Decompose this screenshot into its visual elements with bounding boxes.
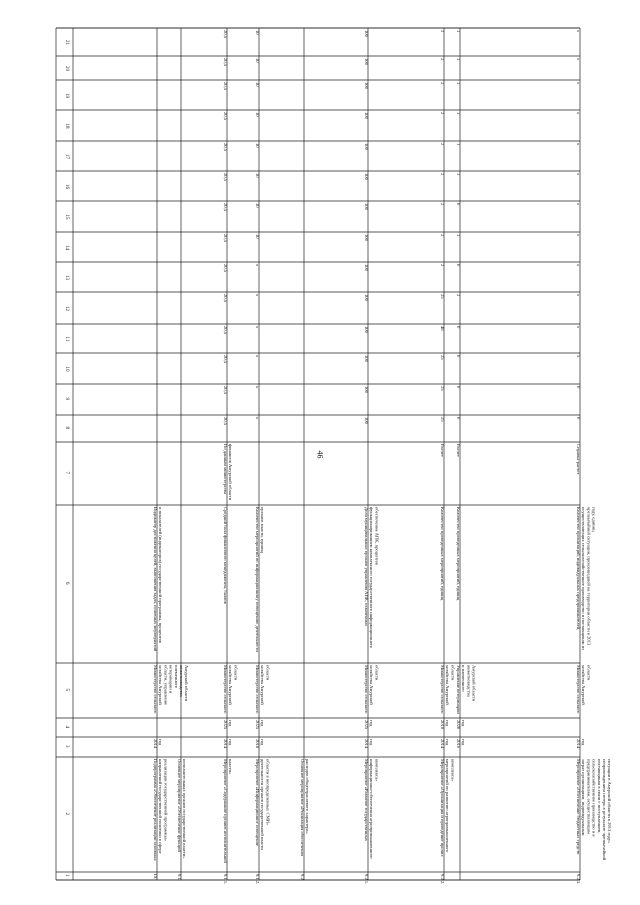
header-number-3: 3 <box>64 745 69 748</box>
row-value: 100 <box>364 30 369 37</box>
row-value: 20,5 <box>223 58 228 67</box>
row-cell: Мероприятие «Организация и проведение прочихмероприятий по развитию агропромышленногокомплекса» <box>440 759 456 857</box>
row-cell: По данным министерствафинансов Амурской области <box>223 444 234 501</box>
header-number-11: 11 <box>64 336 69 342</box>
row-value: х <box>576 82 581 85</box>
header-number-5: 5 <box>64 688 69 691</box>
row-value: 100 <box>364 294 369 301</box>
row-value: 0 <box>456 355 461 358</box>
row-value: 1 <box>456 112 461 115</box>
row-value: 100 <box>364 112 369 119</box>
row-value: 10 <box>255 143 260 148</box>
header-number-2: 2 <box>64 812 69 815</box>
row-value: х <box>576 58 581 61</box>
row-value: 20,5 <box>223 326 228 335</box>
row-value: 5 <box>576 355 581 358</box>
row-value: 20,5 <box>223 30 228 39</box>
row-value: 25 <box>440 355 445 360</box>
row-value: 2 <box>440 112 445 115</box>
row-cell: Количество мероприятий по информационному освещению деятельностиорганов власти, единиц <box>255 507 266 652</box>
row-cell: 2014год <box>223 739 234 749</box>
row-value: х <box>576 203 581 206</box>
row-cell: Подпрограмма «Обеспечение реализации основныхнаправлений государственной политики в сферереализации государственной программы» <box>153 759 169 861</box>
row-value: 20,5 <box>223 294 228 303</box>
row-value: 0 <box>456 203 461 206</box>
header-number-17: 17 <box>64 154 69 159</box>
row-value: 2 <box>440 58 445 61</box>
row-cell: 2025год <box>364 720 375 730</box>
row-value: 100 <box>364 386 369 393</box>
row-value: х <box>255 386 260 389</box>
row-cell: Управление ветеринариии племенногоживотноводстваАмурской области <box>456 665 477 714</box>
row-value: х <box>576 234 581 237</box>
row-cell: Министерство сельскогохозяйства Амурскойобласти <box>223 665 239 714</box>
row-value: х <box>255 417 260 420</box>
row-cell: Министерство сельскогохозяйства Амурскойобласти <box>440 665 456 714</box>
page-number: 46 <box>315 450 325 459</box>
row-value: 100 <box>364 203 369 210</box>
row-cell: 9.2.3. <box>576 874 581 885</box>
header-number-14: 14 <box>64 245 69 250</box>
row-cell: Расчет <box>440 444 445 457</box>
header-number-10: 10 <box>64 366 69 372</box>
header-number-15: 15 <box>64 214 69 220</box>
row-cell: 2014год <box>153 739 164 749</box>
row-cell: Мероприятие «Развитие государственныхинформационно-обеспечения агропромышленногокомплекса» <box>364 759 380 859</box>
row-value: 1 <box>456 82 461 85</box>
row-value: 2 <box>440 264 445 267</box>
row-value: 1 <box>456 234 461 237</box>
row-cell: Основное мероприятие «Реализация обеспечениярасходов общеотраслевого характера» <box>300 759 311 857</box>
row-value: х <box>576 326 581 329</box>
row-cell: Средний балл финансового менеджмента, баллов <box>223 507 228 604</box>
row-value: х <box>255 326 260 329</box>
row-value: 25 <box>440 417 445 422</box>
header-number-16: 16 <box>64 184 69 189</box>
row-cell: Министерство сельскогохозяйства Амурскойобласти <box>576 665 592 714</box>
header-number-4: 4 <box>64 725 69 728</box>
row-value: 48 <box>440 326 445 331</box>
row-cell: Доля муниципальных органов управления АПК, охваченныхфункционированием комплексного государственного информационногообеспечения АПК, процентов <box>364 507 380 649</box>
row-value: 100 <box>364 143 369 150</box>
row-value: 20,5 <box>223 203 228 212</box>
row-value: 20,5 <box>223 355 228 364</box>
row-value: 0 <box>456 326 461 329</box>
row-cell: Количество проведенных мероприятий, единиц <box>440 507 445 601</box>
row-value: 2 <box>440 173 445 176</box>
row-cell: 9.2. <box>300 874 305 881</box>
row-cell: 9.1. <box>177 874 182 881</box>
row-value: 2 <box>440 143 445 146</box>
row-cell: 9.2.1. <box>364 874 369 885</box>
row-value: 100 <box>364 82 369 89</box>
row-cell: Министерство сельскогохозяйства Амурскойобласти, управлениеветеринарии иплеменногоживотноводстваАмурской области <box>153 665 190 714</box>
row-value: 0 <box>456 264 461 267</box>
row-cell: Мероприятие «Обеспечение бюджетных средствзатрат организациям, индивидуальнымпредпринимателям, осуществляющимсельскохозяйственное производство и впоставщикам в связи с поступлением,сопровождением потерь в результате чрезвычайнойситуации в Амурской области в 2013 году» <box>576 759 613 861</box>
header-number-9: 9 <box>64 397 69 400</box>
row-value: 10 <box>255 112 260 117</box>
row-value: 10 <box>255 173 260 178</box>
row-cell: Расчет <box>456 444 461 457</box>
row-value: 100 <box>364 326 369 333</box>
row-value: 20,5 <box>223 417 228 426</box>
row-value: 100 <box>364 417 369 424</box>
row-value: 10 <box>255 58 260 63</box>
row-value: х <box>255 264 260 267</box>
row-cell: Мероприятие «Информационное освещениедеятельности органов государственной властиобласти в неопределенных СМИ» <box>255 759 271 850</box>
row-value: 100 <box>364 173 369 180</box>
row-cell: Министерство сельскогохозяйства Амурскойобласти <box>364 665 380 714</box>
row-value: 2 <box>440 234 445 237</box>
row-value: 10 <box>255 82 260 87</box>
header-number-12: 12 <box>64 306 69 311</box>
row-value: 25 <box>440 386 445 391</box>
header-number-20: 20 <box>64 66 69 71</box>
row-value: 20,5 <box>223 234 228 243</box>
row-value: 10 <box>255 234 260 239</box>
row-value: 20,5 <box>223 112 228 121</box>
row-value: 0 <box>576 386 581 389</box>
row-cell: Справка-расчет <box>576 444 581 475</box>
row-value: 100 <box>364 264 369 271</box>
row-value: х <box>576 30 581 33</box>
row-cell: Основное мероприятие «Обеспечение функцийисполнительных органов государственной власти» <box>177 759 188 859</box>
row-value: 20,5 <box>223 173 228 182</box>
row-cell: 2014год <box>440 739 451 749</box>
row-value: 0 <box>456 417 461 420</box>
header-number-8: 8 <box>64 426 69 429</box>
row-cell: Количество проведенных мероприятий, единиц <box>456 507 461 601</box>
row-cell: Количество организаций, индивидуальных предпринимателей,осуществляющих сельскохозяйственное производство и поставщикам изчрезвычайной ситуации, произошедшей на территории области в 2013году, единиц <box>576 507 597 650</box>
row-value: 100 <box>364 58 369 65</box>
header-number-19: 19 <box>64 93 69 98</box>
row-cell: 2014год <box>576 739 587 749</box>
header-number-13: 13 <box>64 275 69 280</box>
row-value: 10 <box>255 30 260 35</box>
row-cell: Министерство сельскогохозяйства Амурскойобласти <box>255 665 271 714</box>
row-cell: 2018год <box>255 739 266 749</box>
row-cell: Индикатор достижения целей, выполнения задач, основных мероприятийи показателей (индикаторов) государственной программы, процентов <box>153 507 164 652</box>
row-value: х <box>576 173 581 176</box>
row-value: 20,5 <box>223 386 228 395</box>
row-cell: 9.1.2. <box>255 874 260 885</box>
row-value: 2 <box>440 30 445 33</box>
row-cell: 2016год <box>456 739 467 749</box>
row-value: 20,5 <box>223 82 228 91</box>
row-value: 2 <box>456 294 461 297</box>
header-number-21: 21 <box>64 40 69 45</box>
row-cell: IX <box>153 874 158 879</box>
row-value: 10 <box>255 203 260 208</box>
row-cell: 2018год <box>440 720 451 730</box>
row-value: 2 <box>440 82 445 85</box>
row-value: х <box>255 294 260 297</box>
row-value: 100 <box>364 234 369 241</box>
header-number-6: 6 <box>64 582 69 585</box>
row-value: 0 <box>576 417 581 420</box>
row-cell: 2025год <box>255 720 266 730</box>
row-value: 25 <box>440 294 445 299</box>
row-value: 20,5 <box>223 143 228 152</box>
header-number-7: 7 <box>64 471 69 474</box>
row-value: 1 <box>456 58 461 61</box>
row-cell: 9.2.2. <box>440 874 445 885</box>
row-cell: Мероприятие «Содержание органов исполнительнойвласти» <box>223 759 234 863</box>
row-value: 1 <box>456 173 461 176</box>
header-number-1: 1 <box>64 874 69 877</box>
row-value: х <box>576 112 581 115</box>
row-cell: 2014год <box>364 739 375 749</box>
row-value: х <box>576 294 581 297</box>
row-value: 0 <box>456 386 461 389</box>
row-value: х <box>576 143 581 146</box>
row-cell: 2025год <box>223 720 234 730</box>
header-number-18: 18 <box>64 123 69 129</box>
row-cell: 9.1.1. <box>223 874 228 885</box>
row-value: 2 <box>440 203 445 206</box>
row-value: 100 <box>364 355 369 362</box>
row-value: х <box>576 264 581 267</box>
row-value: 1 <box>456 30 461 33</box>
row-value: х <box>255 355 260 358</box>
row-value: 20,5 <box>223 264 228 273</box>
row-cell: 2020год <box>456 720 467 730</box>
row-value: 1 <box>456 143 461 146</box>
